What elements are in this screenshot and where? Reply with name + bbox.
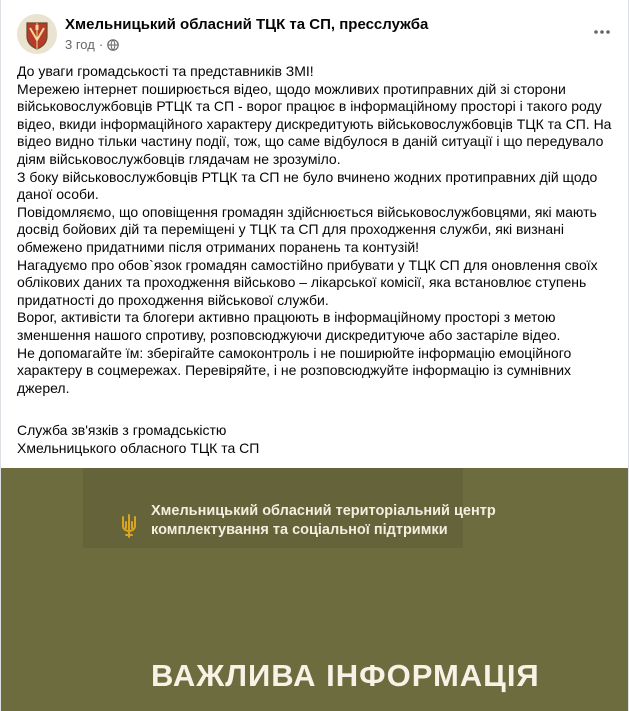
post-image[interactable] [1,468,629,711]
meta-separator: · [98,37,104,52]
post-options-button[interactable] [588,22,616,42]
post-paragraph: З боку військовослужбовців РТЦК та СП не було вчинено жодних протиправних дій щодо даної особи. [17,168,598,203]
post-paragraph: Нагадуємо про обов`язок громадян самостійно прибувати у ТЦК СП для оновлення своїх облікових даних та проходження військово – лікарської комісії, яка встановлює ступень придатності до проходження військової служби. [17,256,598,308]
post-header [1,0,628,60]
banner-headline: ВАЖЛИВА ІНФОРМАЦІЯ [151,658,540,693]
signature-line: Хмельницького обласного ТЦК та СП [17,439,260,456]
post-signature [17,422,615,457]
post-paragraph: Мережею інтернет поширюється відео, щодо можливих протиправних дій зі сторони військовослужбовців РТЦК та СП - ворог працює в інформаційному просторі і такого роду відео, вкиди інформаційного характеру дискредитують військовослужбовців ТЦК та СП. На відео видно тільки частину події, тож, що саме відбулося в даній ситуації і що передувало діям військовослужбовців глядачам не зрозуміло. [17,80,612,167]
post-paragraph: Ворог, активісти та блогери активно працюють в інформаційному просторі з метою зменшення нашого спротиву, розповсюджуючи дискредитуюче або застаріле відео. [17,309,561,343]
post-body [17,63,615,397]
page-avatar[interactable] [17,14,57,54]
more-dots-icon [594,30,610,34]
signature-line: Служба зв'язків з громадськістю [17,422,227,438]
post-meta [65,37,119,53]
banner-title: Хмельницький обласний територіальний центр комплектування та соціальної підтримки [151,503,496,538]
page-name-link[interactable]: Хмельницький обласний ТЦК та СП, пресслужба [65,16,429,33]
post-paragraph: Повідомляємо, що оповіщення громадян здійснюється військовослужбовцями, які мають досвід бойових дій та переміщені у ТЦК та СП для проходження служби, які визнані обмежено придатними після отриманих поранень та контузій! [17,203,597,255]
post-timestamp[interactable]: 3 год [65,37,95,52]
post-paragraph: Не допомагайте їм: зберігайте самоконтроль і не поширюйте інформацію емоційного характеру в соцмережах. Перевіряйте, і не розповсюджуйте інформацію із сумнівних джерел. [17,344,572,396]
shield-emblem-icon [17,14,57,54]
globe-icon[interactable] [107,39,119,51]
trident-icon [120,514,138,538]
post-paragraph: До уваги громадськості та представників ЗМІ! [17,63,314,79]
